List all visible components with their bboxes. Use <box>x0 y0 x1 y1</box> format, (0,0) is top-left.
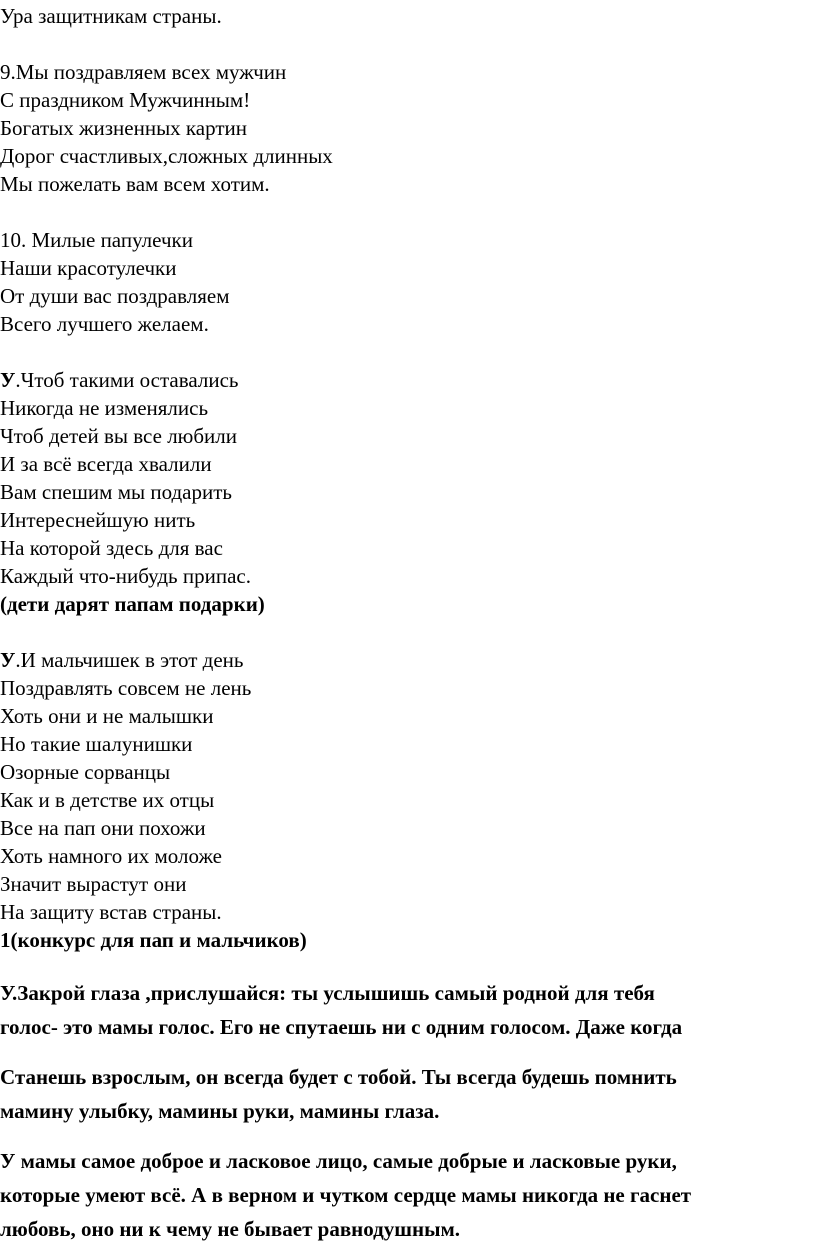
prose-line: У.Закрой глаза ,прислушайся: ты услышишь самый родной для тебя <box>0 981 655 1005</box>
contest-heading: 1(конкурс для пап и мальчиков) <box>0 928 307 952</box>
prose-paragraph-1 <box>0 976 812 1044</box>
verse-10-line-3: От души вас поздравляем <box>0 284 230 308</box>
teacher-verse-1-line-1 <box>0 366 239 394</box>
teacher-verse-1-line-6: Интереснейшую нить <box>0 508 196 532</box>
verse-text: .И мальчишек в этот день <box>15 648 244 672</box>
prose-line: У мамы самое доброе и ласковое лицо, самые добрые и ласковые руки, <box>0 1149 677 1173</box>
teacher-verse-2-line-3: Хоть они и не малышки <box>0 704 214 728</box>
teacher-verse-1-line-8: Каждый что-нибудь припас. <box>0 564 251 588</box>
verse-10-line-4: Всего лучшего желаем. <box>0 312 209 336</box>
verse-9-line-3: Богатых жизненных картин <box>0 116 248 140</box>
prose-paragraph-3 <box>0 1144 812 1246</box>
teacher-verse-2-line-10: На защиту встав страны. <box>0 900 222 924</box>
teacher-verse-2-line-7: Все на пап они похожи <box>0 816 206 840</box>
teacher-verse-1-line-3: Чтоб детей вы все любили <box>0 424 237 448</box>
stage-direction: (дети дарят папам подарки) <box>0 592 265 616</box>
teacher-verse-2-line-6: Как и в детстве их отцы <box>0 788 215 812</box>
verse-9-line-5: Мы пожелать вам всем хотим. <box>0 172 270 196</box>
teacher-verse-2-line-9: Значит вырастут они <box>0 872 187 896</box>
verse-9-line-2: С праздником Мужчинным! <box>0 88 251 112</box>
prose-line: голос- это мамы голос. Его не спутаешь ни с одним голосом. Даже когда <box>0 1015 683 1039</box>
prose-line: которые умеют всё. А в верном и чутком сердце мамы никогда не гаснет <box>0 1183 692 1207</box>
verse-9-line-1: 9.Мы поздравляем всех мужчин <box>0 60 287 84</box>
teacher-verse-1-line-5: Вам спешим мы подарить <box>0 480 232 504</box>
teacher-verse-2-line-2: Поздравлять совсем не лень <box>0 676 252 700</box>
teacher-verse-1-line-2: Никогда не изменялись <box>0 396 209 420</box>
verse-text: .Чтоб такими оставались <box>15 368 239 392</box>
prose-paragraph-2 <box>0 1060 812 1128</box>
verse-10-line-1: 10. Милые папулечки <box>0 228 193 252</box>
prose-line: Станешь взрослым, он всегда будет с тобой. Ты всегда будешь помнить <box>0 1065 677 1089</box>
verse-9-line-4: Дорог счастливых,сложных длинных <box>0 144 333 168</box>
teacher-verse-1-line-7: На которой здесь для вас <box>0 536 223 560</box>
teacher-verse-2-line-8: Хоть намного их моложе <box>0 844 223 868</box>
teacher-verse-2-line-5: Озорные сорванцы <box>0 760 171 784</box>
speaker-label: У <box>0 368 16 392</box>
speaker-label: У <box>0 648 16 672</box>
teacher-verse-2-line-1 <box>0 646 244 674</box>
prose-line: любовь, оно ни к чему не бывает равнодушным. <box>0 1217 461 1241</box>
opening-line: Ура защитникам страны. <box>0 4 222 28</box>
prose-line: мамину улыбку, мамины руки, мамины глаза. <box>0 1099 440 1123</box>
teacher-verse-2-line-4: Но такие шалунишки <box>0 732 193 756</box>
verse-10-line-2: Наши красотулечки <box>0 256 177 280</box>
teacher-verse-1-line-4: И за всё всегда хвалили <box>0 452 212 476</box>
